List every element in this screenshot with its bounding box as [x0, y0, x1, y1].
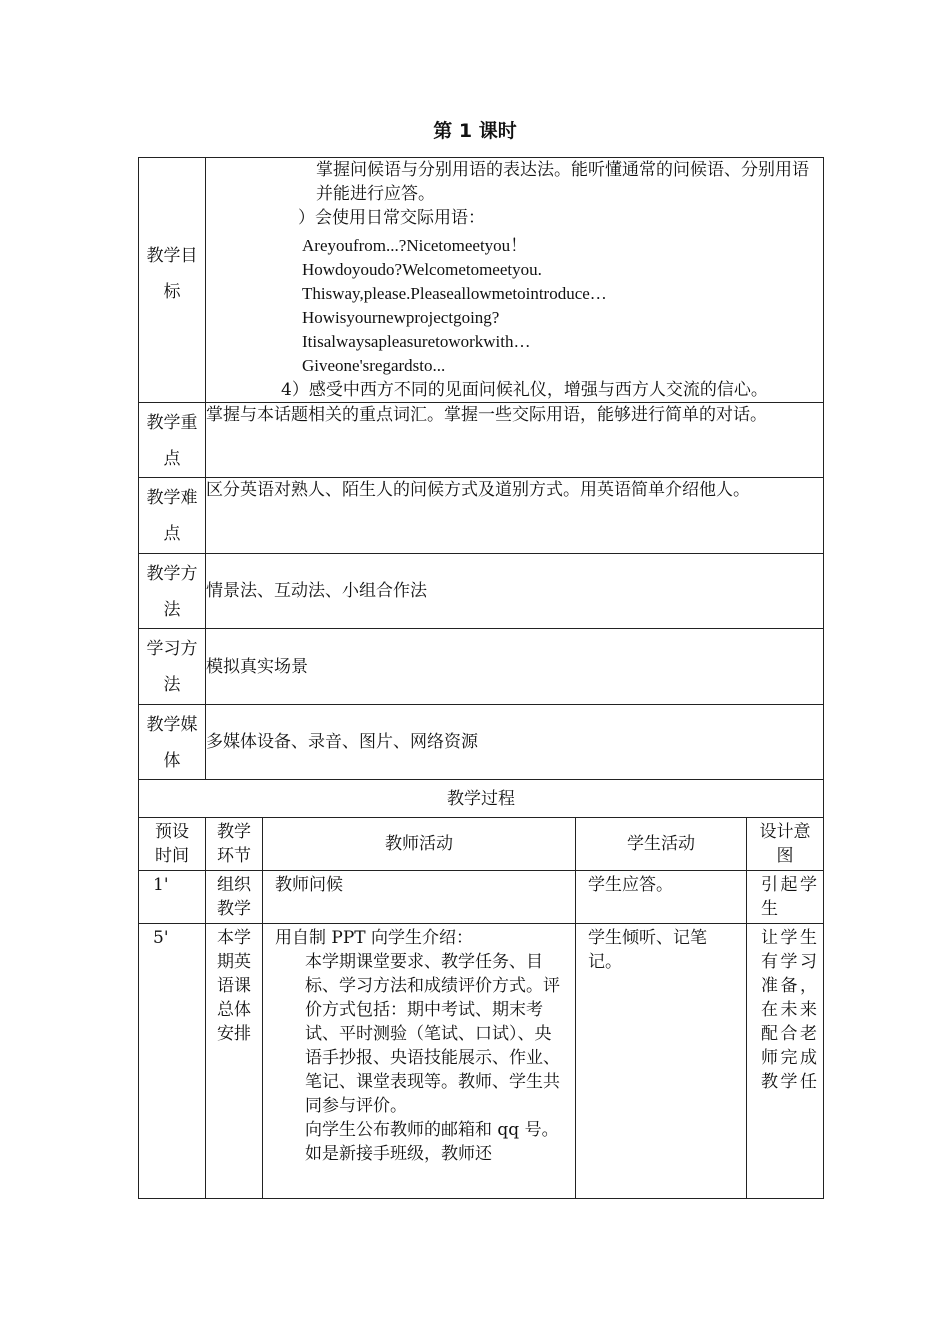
objective-phrase: Areyoufrom...?Nicetomeetyou！	[302, 236, 528, 255]
row-student-activity: 学生应答。	[576, 871, 747, 924]
objective-phrase: Howdoyoudo?Welcometomeetyou.	[302, 260, 542, 279]
objective-line-4: 4）感受中西方不同的见面问候礼仪，增强与西方人交流的信心。	[281, 380, 768, 400]
key-points-label: 教学重点	[146, 413, 198, 469]
difficulties-label-cell	[139, 478, 206, 554]
difficulties-label: 教学难点	[146, 488, 198, 544]
media-text: 多媒体设备、录音、图片、网络资源	[206, 705, 824, 780]
row-stage: 本学期英语课总体安排	[206, 924, 263, 1199]
teaching-method-label-cell	[139, 554, 206, 629]
process-row	[139, 871, 824, 924]
teaching-method-text: 情景法、互动法、小组合作法	[206, 554, 824, 629]
teacher-paragraph: 本学期课堂要求、教学任务、目标、学习方法和成绩评价方式。评价方式包括：期中考试、期末考试、平时测验（笔试、口试）、央语手抄报、央语技能展示、作业、笔记、课堂表现等。教师、学生共同参与评价。	[305, 952, 560, 1116]
media-row	[139, 705, 824, 780]
objective-phrase: Giveone'sregardsto...	[302, 356, 446, 375]
page-title: 第 1 课时	[433, 120, 517, 142]
objective-phrase: Thisway,please.Pleaseallowmetointroduce…	[302, 284, 607, 303]
teacher-intro: 教师问候	[275, 875, 343, 895]
header-teacher: 教师活动	[263, 818, 576, 871]
media-label: 教学媒体	[146, 715, 198, 771]
teacher-paragraph: 向学生公布教师的邮箱和 qq 号。如是新接手班级，教师还	[305, 1120, 559, 1164]
process-heading-row	[139, 780, 824, 818]
learning-method-row	[139, 629, 824, 705]
row-student-activity: 学生倾听、记笔记。	[576, 924, 747, 1199]
key-points-text: 掌握与本话题相关的重点词汇。掌握一些交际用语，能够进行简单的对话。	[206, 403, 824, 478]
row-time: 1'	[139, 871, 206, 924]
process-heading: 教学过程	[139, 780, 824, 818]
learning-method-label-cell	[139, 629, 206, 705]
teacher-intro: 用自制 PPT 向学生介绍：	[275, 928, 474, 948]
row-intent: 让学生有学习准备，在未来配合老师完成教学任	[747, 924, 824, 1199]
objective-phrase: Itisalwaysapleasuretoworkwith…	[302, 332, 531, 351]
difficulties-row	[139, 478, 824, 554]
row-teacher-activity	[263, 924, 576, 1199]
key-points-label-cell	[139, 403, 206, 478]
objective-line-2: ）会使用日常交际用语：	[298, 208, 485, 228]
difficulties-text: 区分英语对熟人、陌生人的问候方式及道别方式。用英语简单介绍他人。	[206, 478, 824, 554]
learning-method-label: 学习方法	[146, 639, 198, 695]
row-time: 5'	[139, 924, 206, 1199]
row-stage: 组织教学	[206, 871, 263, 924]
header-stage: 教学环节	[206, 818, 263, 871]
objectives-content	[206, 158, 824, 403]
row-teacher-activity	[263, 871, 576, 924]
media-label-cell	[139, 705, 206, 780]
key-points-row	[139, 403, 824, 478]
objectives-row	[139, 158, 824, 403]
header-intent: 设计意图	[747, 818, 824, 871]
teaching-method-row	[139, 554, 824, 629]
header-time: 预设时间	[139, 818, 206, 871]
objective-line-1: 掌握问候语与分别用语的表达法。能听懂通常的问候语、分别用语并能进行应答。	[316, 160, 809, 204]
lesson-plan-table	[138, 157, 824, 1199]
learning-method-text: 模拟真实场景	[206, 629, 824, 705]
row-intent: 引起学生	[747, 871, 824, 924]
objectives-label: 教学目标	[146, 246, 198, 302]
header-student: 学生活动	[576, 818, 747, 871]
process-row	[139, 924, 824, 1199]
process-header-row	[139, 818, 824, 871]
objective-phrase: Howisyournewprojectgoing?	[302, 308, 500, 327]
objectives-label-cell	[139, 158, 206, 403]
teaching-method-label: 教学方法	[146, 564, 198, 620]
